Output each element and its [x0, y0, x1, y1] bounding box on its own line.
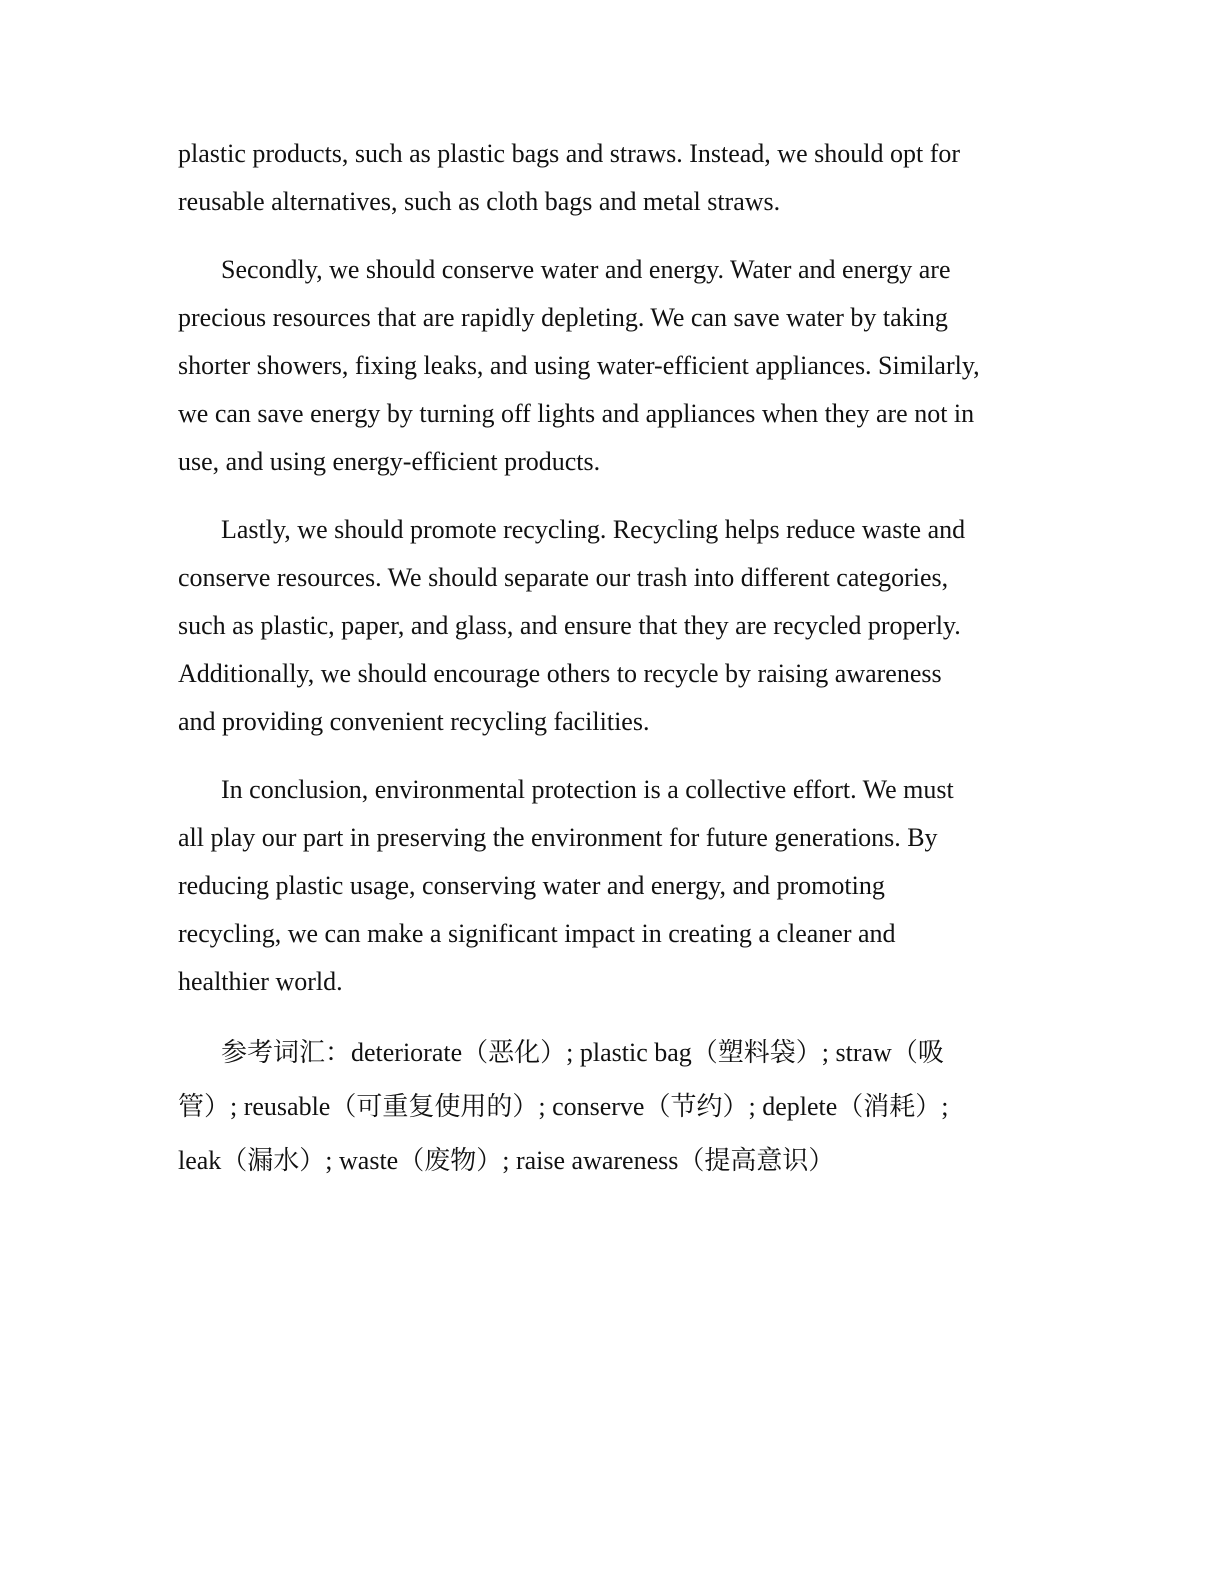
- document-page: [178, 130, 1048, 1208]
- paragraph-conclusion: [178, 766, 1048, 1006]
- text-line: plastic products, such as plastic bags and straws. Instead, we should opt for: [178, 139, 961, 168]
- text-line: reducing plastic usage, conserving water and energy, and promoting: [178, 871, 885, 900]
- text-line: all play our part in preserving the environment for future generations. By: [178, 823, 938, 852]
- text-line: reusable alternatives, such as cloth bags and metal straws.: [178, 187, 781, 216]
- text-line: Secondly, we should conserve water and energy. Water and energy are: [221, 255, 951, 284]
- text-line: Additionally, we should encourage others to recycle by raising awareness: [178, 659, 942, 688]
- paragraph-recycling: [178, 506, 1048, 746]
- text-line: we can save energy by turning off lights and appliances when they are not in: [178, 399, 975, 428]
- text-line: healthier world.: [178, 967, 343, 996]
- vocabulary-line: 参考词汇：deteriorate（恶化）; plastic bag（塑料袋）; straw（吸: [221, 1038, 944, 1067]
- text-line: conserve resources. We should separate our trash into different categories,: [178, 563, 949, 592]
- text-line: precious resources that are rapidly depleting. We can save water by taking: [178, 303, 948, 332]
- vocabulary-section: [178, 1026, 1048, 1188]
- vocabulary-line: leak（漏水）; waste（废物）; raise awareness（提高意识）: [178, 1146, 835, 1175]
- paragraph-water-energy: [178, 246, 1048, 486]
- text-line: In conclusion, environmental protection is a collective effort. We must: [221, 775, 954, 804]
- paragraph-plastic: [178, 130, 1048, 226]
- vocabulary-line: 管）; reusable（可重复使用的）; conserve（节约）; deplete（消耗）;: [178, 1092, 949, 1121]
- text-line: Lastly, we should promote recycling. Recycling helps reduce waste and: [221, 515, 966, 544]
- text-line: shorter showers, fixing leaks, and using water-efficient appliances. Similarly,: [178, 351, 980, 380]
- text-line: recycling, we can make a significant impact in creating a cleaner and: [178, 919, 896, 948]
- text-line: such as plastic, paper, and glass, and ensure that they are recycled properly.: [178, 611, 961, 640]
- text-line: use, and using energy-efficient products.: [178, 447, 601, 476]
- text-line: and providing convenient recycling facilities.: [178, 707, 650, 736]
